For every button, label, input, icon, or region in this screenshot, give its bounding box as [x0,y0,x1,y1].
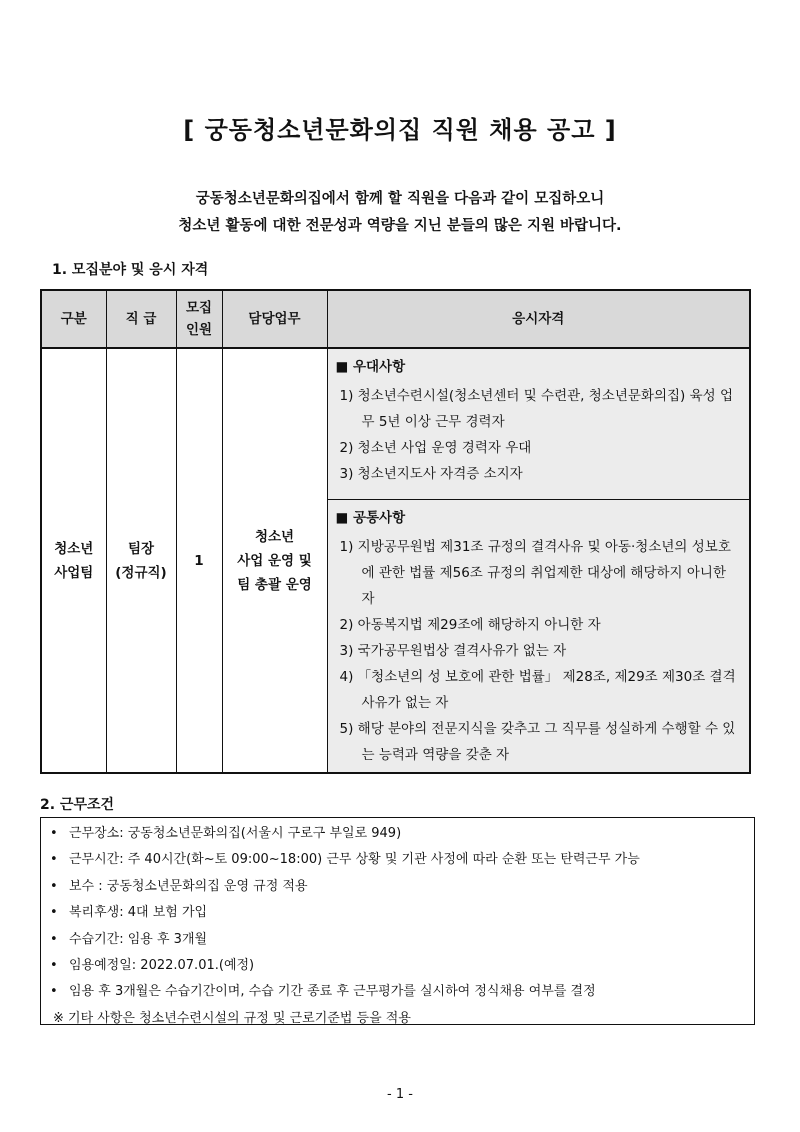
preference-item: 1) 청소년수련시설(청소년센터 및 수련관, 청소년문화의집) 육성 업무 5년 이상 근무 경력자 [339,388,733,430]
preferences-block [328,349,750,500]
page-number: - 1 - [387,1087,413,1102]
condition-text: 근무장소: 궁동청소년문화의집(서울시 구로구 부일로 949) [69,826,402,841]
common-item: 5) 해당 분야의 전문지식을 갖추고 그 직무를 성실하게 수행할 수 있는 능력과 역량을 갖춘 자 [339,721,736,763]
condition-item [41,900,754,926]
bullet-icon: • [50,852,58,868]
header-division: 구분 [41,290,106,348]
condition-text: 임용예정일: 2022.07.01.(예정) [69,958,255,974]
duty-line-3: 팀 총괄 운영 [237,576,312,593]
condition-item [41,979,754,1005]
common-item: 4) 「청소년의 성 보호에 관한 법률」 제28조, 제29조 제30조 결격사유가 없는 자 [339,669,736,711]
recruitment-table [40,289,751,774]
common-heading: ■ 공통사항 [335,510,406,526]
header-count-line-2: 인원 [185,322,213,338]
condition-text: 근무시간: 주 40시간(화~토 09:00~18:00) 근무 상황 및 기관 사정에 따라 순환 또는 탄력근무 가능 [69,852,640,868]
condition-item [41,953,754,979]
bullet-icon: • [50,984,58,1000]
common-requirements-block [328,500,750,772]
preferences-heading: ■ 우대사항 [335,359,406,375]
work-conditions-box [40,817,755,1025]
section-1-heading: 1. 모집분야 및 응시 자격 [52,262,209,278]
intro-line-2: 청소년 활동에 대한 전문성과 역량을 지닌 분들의 많은 지원 바랍니다. [178,218,622,234]
condition-item [41,847,754,873]
intro-line-1: 궁동청소년문화의집에서 함께 할 직원을 다음과 같이 모집하오니 [195,191,605,207]
rank-line-2: (정규직) [115,564,167,581]
table-row [41,348,750,773]
bullet-icon: • [50,931,58,947]
condition-text: 수습기간: 임용 후 3개월 [69,931,208,947]
condition-text: 임용 후 3개월은 수습기간이며, 수습 기간 종료 후 근무평가를 실시하여 정식채용 여부를 결정 [69,984,596,1000]
condition-item [41,821,754,847]
header-rank: 직 급 [106,290,176,348]
intro-text [0,186,800,240]
note-text: ※ 기타 사항은 청소년수련시설의 규정 및 근로기준법 등을 적용 [53,1010,411,1026]
division-line-2: 사업팀 [54,564,94,581]
cell-division [41,348,106,773]
rank-line-1: 팀장 [127,540,155,557]
condition-text: 복리후생: 4대 보험 가입 [69,905,208,921]
common-item: 3) 국가공무원법상 결격사유가 없는 자 [339,643,567,659]
cell-rank [106,348,176,773]
cell-duty [222,348,327,773]
condition-item [41,927,754,953]
table-header-row [41,290,750,348]
bullet-icon: • [50,905,58,921]
bullet-icon: • [50,878,58,894]
common-item: 1) 지방공무원법 제31조 규정의 결격사유 및 아동·청소년의 성보호에 관한 법률 제56조 규정의 취업제한 대상에 해당하지 아니한 자 [339,539,731,607]
preference-item: 3) 청소년지도사 자격증 소지자 [339,466,523,482]
bullet-icon: • [50,958,58,974]
header-count-line-1: 모집 [185,300,213,316]
header-duty: 담당업무 [222,290,327,348]
condition-text: 보수 : 궁동청소년문화의집 운영 규정 적용 [69,878,308,894]
cell-count: 1 [176,348,222,773]
duty-line-1: 청소년 [254,528,295,545]
condition-item [41,874,754,900]
section-2-heading: 2. 근무조건 [40,797,115,813]
common-item: 2) 아동복지법 제29조에 해당하지 아니한 자 [339,617,601,633]
page-title: [ 궁동청소년문화의집 직원 채용 공고 ] [183,116,617,144]
bullet-icon: • [50,826,58,841]
preference-item: 2) 청소년 사업 운영 경력자 우대 [339,440,532,456]
duty-line-2: 사업 운영 및 [237,552,312,569]
cell-qualification [327,348,750,773]
division-line-1: 청소년 [54,540,94,557]
header-count [176,290,222,348]
header-qualification: 응시자격 [327,290,750,348]
